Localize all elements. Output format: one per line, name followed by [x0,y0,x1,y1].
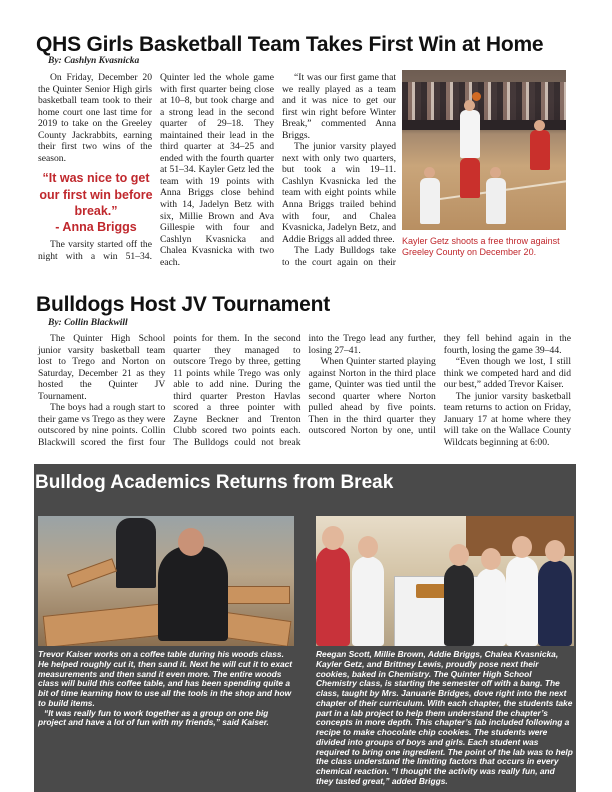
article-paragraph: The junior varsity played next with only two quarters, but took a win 19–11. Cashlyn Kvasnicka led the team with eight points while Anna Briggs trailed behind with four, and Chalea Kvasnicka, Jadelyn Betz, and Addie Briggs all added three. [282,141,396,245]
pull-quote [34,170,158,235]
article-paragraph: The Quinter High School junior varsity basketball team lost to Trego and Norton on Saturday, December 21 as they hosted the Quinter JV Tournament. [38,333,166,402]
article-paragraph: “It was our first game that we really played as a team and it was nice to get our first win right before Winter Break,” commented Anna Briggs. [282,72,396,141]
article-paragraph: When Quinter started playing against Norton in the third place game, Quinter was tied until the second quarter where Norton pulled ahead by five points. Then in the third quarter they outscored Norton by one, until they fell behind again in the fourth, losing the game 39–44. [308,333,571,437]
caption-paragraph: Reegan Scott, Millie Brown, Addie Briggs, Chalea Kvasnicka, Kayler Getz, and Brittney Lewis, proudly pose next their cookies, baked in Chemistry. The Quinter High School Chemistry class, is starting the semester off with a bang. The class, taught by Mrs. Januarie Bridges, dove right into the next chapter of their curriculum. With each chapter, the students take part in a lab project to help them understand the chapter’s concepts in more depth. This chapter’s lab included following a recipe to make chocolate chip cookies. The students were divided into groups of boys and girls. Each student was required to bring one ingredient. The point of the lab was to help the class understand the limiting factors that occurs in every chemical reaction. “I thought the activity was really fun, and they tasted great,” added Briggs. [316,649,573,786]
academics-headline: Bulldog Academics Returns from Break [35,472,394,493]
woods-class-photo [38,516,294,646]
article-paragraph: The boys had a rough start to their game vs Trego as they were outscored by nine points. Collin Blackwill scored the first four points for them. In the second quarter they managed to outscore Trego by three, getting 11 points while Trego was only able to add nine. During the third quarter Preston Havlas scored a three pointer with Zayne Beckner and Trenton Clubb scored two points each. The Bulldogs could not break into the Trego lead any further, losing 27–41. [38,333,436,448]
pull-quote-line: break.” [74,203,118,218]
article-paragraph: On Friday, December 20 the Quinter Senior High girls basketball team took to their home court one last time for 2019 to take on the Greeley County Jackrabbits, earning their first two wins of the season. [38,72,152,164]
article-paragraph: The varsity started off the night with a win 51–34. Quinter led the whole game with first quarter being close at 10–8, but took charge and a strong lead in the second quarter of 29–18. They maintained their lead in the third quarter at 34–25 and ended with the fourth quarter at 51–34. Kayler Getz led the team with 19 points with Anna Briggs close behind with 14, Jadelyn Betz with six, Millie Brown and Ava Gillespie with four and Cashlyn Kvasnicka and Chalea Kvasnicka with two each. [38,72,274,268]
jv-tournament-byline: By: Collin Blackwill [48,318,128,328]
girls-basketball-headline: QHS Girls Basketball Team Takes First Win at Home [36,33,544,56]
article-paragraph: “Even though we lost, I still think we competed hard and did our best,” added Trevor Kaiser. [443,356,571,391]
pull-quote-line: “It was nice to get [42,171,150,186]
girls-basketball-body [38,72,396,274]
caption-paragraph: Trevor Kaiser works on a coffee table during his woods class. He helped roughly cut it, then sand it. Next he will cut it to exact measurements and then sand it even more. The entire woods class will build this coffee table, and has been spending quite a bit of time learning how to use all the tools in the shop and how to build items. [38,649,293,708]
jv-tournament-body [38,333,571,453]
jv-tournament-headline: Bulldogs Host JV Tournament [36,293,331,316]
woods-class-caption [38,650,296,728]
girls-basketball-byline: By: Cashlyn Kvasnicka [48,56,140,66]
article-paragraph: The junior varsity basketball team returns to action on Friday, January 17 at home where they will take on the Wallace County Wildcats beginning at 6:00. [443,390,571,448]
pull-quote-line: our first win before [39,187,153,202]
caption-paragraph: “It was really fun to work together as a group on one big project and have a lot of fun with my friends,” said Kaiser. [38,707,269,728]
chemistry-class-caption [316,650,574,787]
chemistry-class-photo [316,516,574,646]
article-paragraph: The Lady Bulldogs take to the court again on their [282,245,396,268]
free-throw-photo [402,70,566,230]
pull-quote-attribution: - Anna Briggs [55,220,137,235]
free-throw-caption: Kayler Getz shoots a free throw against Greeley County on December 20. [402,236,560,257]
